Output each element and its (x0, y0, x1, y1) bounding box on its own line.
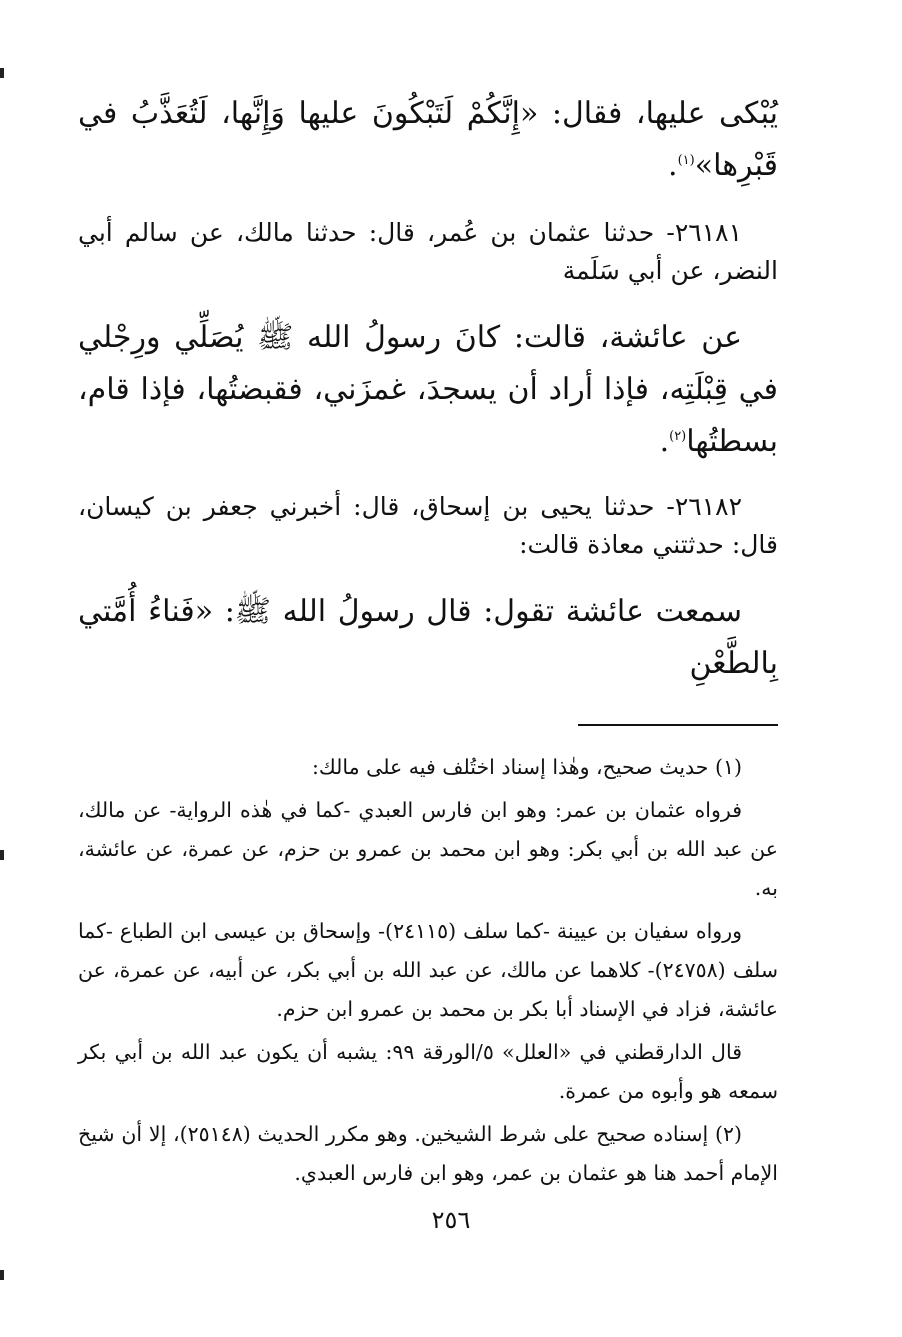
scan-edge-mark (0, 68, 4, 78)
full-stop: . (659, 424, 670, 459)
footnote-paragraph: (١) حديث صحيح، وهٰذا إسناد اختُلف فيه على مالك: (312, 755, 742, 779)
hadith-matn (78, 312, 778, 468)
hadith-isnad: ٢٦١٨٢- حدثنا يحيى بن إسحاق، قال: أخبرني جعفر بن كيسان، قال: حدثتني معاذة قالت: (78, 492, 778, 559)
footnote-separator (578, 724, 778, 726)
footnotes (78, 748, 778, 1193)
hadith-text: يُبْكى عليها، فقال: «إِنَّكُمْ لَتَبْكُونَ عليها وَإِنَّها، لَتُعَذَّبُ في قَبْرِها» (78, 96, 778, 183)
footnote-paragraph: فرواه عثمان بن عمر: وهو ابن فارس العبدي -كما في هٰذه الرواية- عن مالك، عن عبد الله بن أبي بكر: وهو ابن محمد بن عمرو بن حزم، عن عمرة، عن عائشة، به. (78, 798, 778, 900)
footnote-paragraph: (٢) إسناده صحيح على شرط الشيخين. وهو مكرر الحديث (٢٥١٤٨)، إلا أن شيخ الإمام أحمد هنا هو عثمان بن عمر، وهو ابن فارس العبدي. (78, 1122, 778, 1185)
footnote-paragraph: قال الدارقطني في «العلل» ٥/الورقة ٩٩: يشبه أن يكون عبد الله بن أبي بكر سمعه هو وأبوه من عمرة. (78, 1040, 778, 1103)
hadith-matn: سمعت عائشة تقول: قال رسولُ الله ﷺ: «فَناءُ أُمَّتي بِالطَّعْنِ (78, 594, 778, 681)
hadith-text: عن عائشة، قالت: كانَ رسولُ الله ﷺ يُصَلِّي ورِجْلي في قِبْلَتِه، فإذا أراد أن يسجدَ، غمزَني، فقبضتُها، فإذا قام، بسطتُها (78, 320, 778, 459)
hadith-isnad: ٢٦١٨١- حدثنا عثمان بن عُمر، قال: حدثنا مالك، عن سالم أبي النضر، عن أبي سَلَمة (78, 218, 778, 285)
footnote-paragraph: ورواه سفيان بن عيينة -كما سلف (٢٤١١٥)- وإسحاق بن عيسى ابن الطباع -كما سلف (٢٤٧٥٨)- كلاهما عن مالك، عن عبد الله بن أبي بكر، عن أبيه، عن عمرة، عن عائشة، فزاد في الإسناد أبا بكر بن محمد بن عمرو ابن حزم. (78, 919, 779, 1021)
hadith-text-continued (78, 88, 778, 192)
scan-edge-mark (0, 1270, 4, 1280)
page-number: ٢٥٦ (431, 1206, 471, 1234)
full-stop: . (668, 148, 678, 183)
scan-edge-mark (0, 850, 4, 860)
page-content (78, 88, 778, 1193)
footnote-ref: (١) (677, 153, 695, 168)
footnote-ref: (٢) (669, 429, 687, 444)
